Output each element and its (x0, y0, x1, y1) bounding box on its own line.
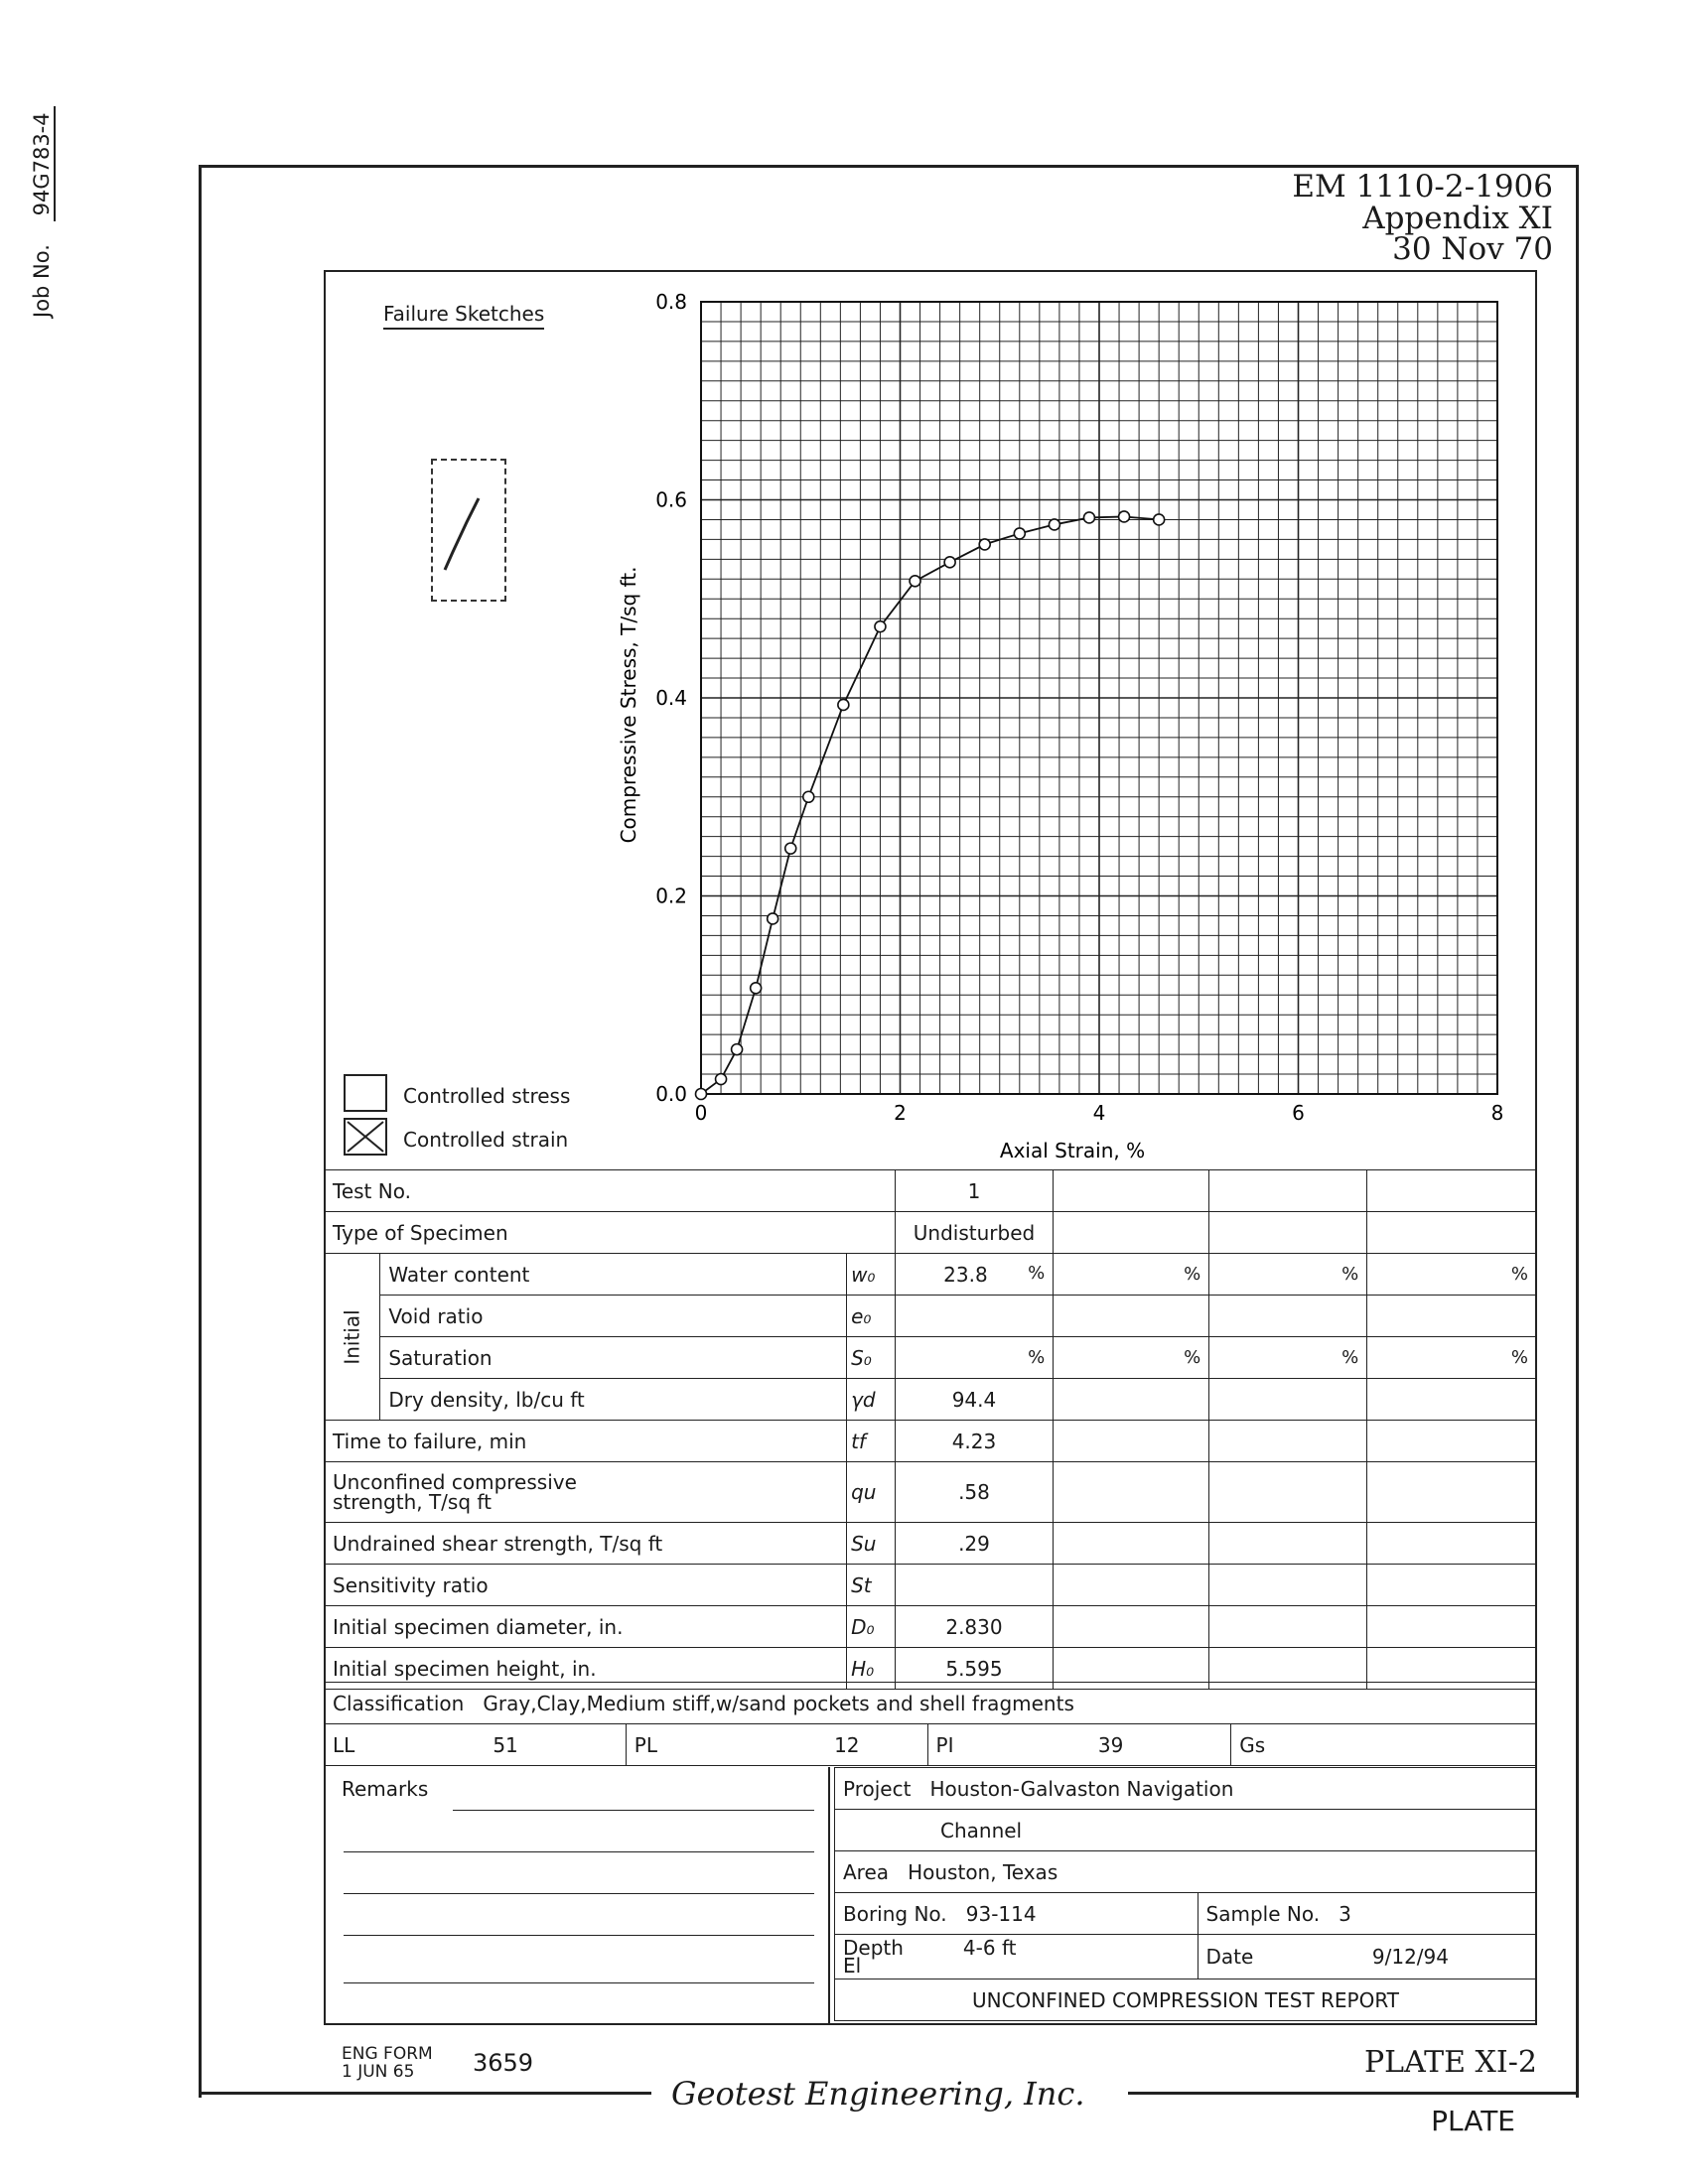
time-to-failure-1: 4.23 (895, 1421, 1054, 1462)
diameter-3 (1209, 1606, 1367, 1648)
table-row (325, 1212, 1537, 1254)
chart-grid (701, 302, 1497, 1094)
page-plate: PLATE (1431, 2105, 1515, 2137)
table-row (835, 1893, 1537, 1935)
x-tick-label: 6 (1292, 1101, 1305, 1125)
x-axis-label: Axial Strain, % (999, 1139, 1146, 1162)
height-1: 5.595 (895, 1648, 1054, 1690)
project-table (834, 1767, 1537, 2021)
eng-form-number: 3659 (473, 2049, 534, 2077)
ucs-3 (1209, 1462, 1367, 1523)
data-point (1154, 514, 1165, 525)
date-cell (1198, 1935, 1536, 1979)
x-tick-label: 0 (694, 1101, 708, 1125)
area-value: Houston, Texas (908, 1859, 1058, 1884)
data-point (979, 539, 990, 550)
pi-cell: PI 39 (927, 1724, 1231, 1766)
diameter-4 (1367, 1606, 1537, 1648)
controlled-stress-label: Controlled stress (403, 1084, 571, 1108)
bottom-rule-right (1128, 2092, 1576, 2095)
data-point (732, 1044, 743, 1055)
table-row (835, 1979, 1537, 2021)
dry-density-1: 94.4 (895, 1379, 1054, 1421)
initial-label: Initial (340, 1308, 364, 1365)
table-row (325, 1296, 1537, 1337)
specimen-3 (1209, 1212, 1367, 1254)
test-no-label: Test No. (325, 1170, 896, 1212)
remarks-label: Remarks (342, 1777, 429, 1801)
boring-cell (835, 1893, 1198, 1935)
data-point (910, 576, 920, 587)
water-content-2: % (1054, 1254, 1209, 1296)
specimen-4 (1367, 1212, 1537, 1254)
time-to-failure-4 (1367, 1421, 1537, 1462)
specimen-label: Type of Specimen (325, 1212, 896, 1254)
initial-group-label (325, 1254, 380, 1421)
height-symbol: H₀ (847, 1648, 896, 1690)
saturation-1: % (895, 1337, 1054, 1379)
boring-value: 93-114 (965, 1901, 1037, 1926)
sensitivity-label: Sensitivity ratio (325, 1565, 847, 1606)
dry-density-symbol: γd (847, 1379, 896, 1421)
doc-date: 30 Nov 70 (1392, 231, 1553, 267)
data-point (716, 1074, 727, 1085)
saturation-label: Saturation (380, 1337, 847, 1379)
y-tick-label: 0.2 (655, 884, 687, 908)
data-point (696, 1089, 707, 1100)
ll-value: 51 (493, 1732, 518, 1757)
job-value: 94G783-4 (30, 106, 56, 221)
specimen-1: Undisturbed (895, 1212, 1054, 1254)
void-ratio-2 (1054, 1296, 1209, 1337)
job-number (30, 106, 54, 318)
void-ratio-1 (895, 1296, 1054, 1337)
saturation-4: % (1367, 1337, 1537, 1379)
table-row (325, 1565, 1537, 1606)
diameter-2 (1054, 1606, 1209, 1648)
table-row (325, 1379, 1537, 1421)
controlled-stress-checkbox (344, 1074, 387, 1112)
diameter-label: Initial specimen diameter, in. (325, 1606, 847, 1648)
remarks-line (344, 1850, 814, 1852)
diameter-symbol: D₀ (847, 1606, 896, 1648)
depth-value: 4-6 ft (962, 1936, 1017, 1960)
classification-label: Classification (333, 1691, 465, 1715)
shear-strength-1: .29 (895, 1523, 1054, 1565)
sample-value: 3 (1339, 1901, 1351, 1926)
project-name-line2: Channel (835, 1810, 1537, 1851)
shear-strength-symbol: Su (847, 1523, 896, 1565)
ucs-symbol: qu (847, 1462, 896, 1523)
data-point (751, 983, 762, 994)
classification-table (324, 1682, 1537, 1766)
test-no-1: 1 (895, 1170, 1054, 1212)
data-point (944, 557, 955, 568)
data-point (785, 843, 796, 854)
x-tick-label: 2 (894, 1101, 907, 1125)
area-label: Area (843, 1859, 890, 1884)
x-tick-label: 8 (1490, 1101, 1504, 1125)
table-row (325, 1421, 1537, 1462)
saturation-symbol: S₀ (847, 1337, 896, 1379)
controlled-strain-label: Controlled strain (403, 1128, 569, 1152)
diameter-1: 2.830 (895, 1606, 1054, 1648)
table-row (835, 1935, 1537, 1979)
project-row (835, 1768, 1537, 1810)
table-row (835, 1851, 1537, 1893)
water-content-symbol: w₀ (847, 1254, 896, 1296)
void-ratio-label: Void ratio (380, 1296, 847, 1337)
stress-strain-curve (701, 516, 1159, 1094)
shear-strength-3 (1209, 1523, 1367, 1565)
pi-value: 39 (1097, 1732, 1124, 1757)
water-content-label: Water content (380, 1254, 847, 1296)
table-row (835, 1810, 1537, 1851)
ucs-2 (1054, 1462, 1209, 1523)
project-label: Project (843, 1776, 912, 1801)
shear-strength-4 (1367, 1523, 1537, 1565)
remarks-line (453, 1809, 814, 1811)
dry-density-label: Dry density, lb/cu ft (380, 1379, 847, 1421)
y-tick-label: 0.8 (655, 290, 687, 314)
ucs-label: Unconfined compressive strength, T/sq ft (325, 1462, 847, 1523)
data-point (768, 913, 778, 924)
test-data-table (324, 1169, 1537, 1690)
test-no-4 (1367, 1170, 1537, 1212)
data-point (803, 791, 814, 802)
specimen-2 (1054, 1212, 1209, 1254)
time-to-failure-label: Time to failure, min (325, 1421, 847, 1462)
table-row (325, 1724, 1537, 1766)
chart-curve-layer (701, 516, 1159, 1094)
company-name: Geotest Engineering, Inc. (671, 2075, 1085, 2113)
table-row (325, 1606, 1537, 1648)
table-row (325, 1254, 1537, 1296)
void-ratio-4 (1367, 1296, 1537, 1337)
stress-strain-chart (616, 288, 1509, 1181)
shear-strength-label: Undrained shear strength, T/sq ft (325, 1523, 847, 1565)
height-label: Initial specimen height, in. (325, 1648, 847, 1690)
time-to-failure-3 (1209, 1421, 1367, 1462)
sensitivity-2 (1054, 1565, 1209, 1606)
water-content-3: % (1209, 1254, 1367, 1296)
void-ratio-3 (1209, 1296, 1367, 1337)
area-row (835, 1851, 1537, 1893)
data-point (1049, 519, 1059, 530)
failure-sketch-icon (431, 459, 506, 602)
sensitivity-3 (1209, 1565, 1367, 1606)
pl-cell: PL 12 (626, 1724, 927, 1766)
data-point (1014, 528, 1025, 539)
y-tick-label: 0.4 (655, 686, 687, 710)
eng-form-label: ENG FORM 1 JUN 65 (342, 2044, 433, 2082)
y-axis-label: Compressive Stress, T/sq ft. (617, 566, 640, 844)
y-tick-label: 0.6 (655, 487, 687, 512)
table-row (835, 1768, 1537, 1810)
report-title: UNCONFINED COMPRESSION TEST REPORT (835, 1979, 1537, 2021)
shear-strength-2 (1054, 1523, 1209, 1565)
date-value: 9/12/94 (1371, 1945, 1449, 1969)
job-label: Job No. (30, 244, 54, 318)
failure-sketches-title: Failure Sketches (383, 302, 544, 330)
data-point (1119, 511, 1130, 522)
data-point (838, 699, 849, 710)
dry-density-2 (1054, 1379, 1209, 1421)
saturation-2: % (1054, 1337, 1209, 1379)
void-ratio-symbol: e₀ (847, 1296, 896, 1337)
dry-density-3 (1209, 1379, 1367, 1421)
remarks-line (344, 1892, 814, 1894)
time-to-failure-symbol: tf (847, 1421, 896, 1462)
table-row (325, 1337, 1537, 1379)
boring-label: Boring No. (843, 1901, 947, 1926)
project-name: Houston-Galvaston Navigation (929, 1776, 1234, 1801)
sensitivity-symbol: St (847, 1565, 896, 1606)
gs-cell: Gs (1231, 1724, 1537, 1766)
table-row (325, 1523, 1537, 1565)
doc-appendix: Appendix XI (1362, 201, 1553, 236)
sample-label: Sample No. (1205, 1901, 1321, 1926)
classification-value: Gray,Clay,Medium stiff,w/sand pockets and shell fragments (483, 1691, 1074, 1715)
depth-label: Depth (843, 1936, 904, 1960)
pl-value: 12 (834, 1732, 860, 1757)
water-content-4: % (1367, 1254, 1537, 1296)
chart-points-layer (696, 511, 1165, 1100)
remarks-line (344, 1934, 814, 1936)
sensitivity-1 (895, 1565, 1054, 1606)
dry-density-4 (1367, 1379, 1537, 1421)
ll-cell: LL 51 (325, 1724, 627, 1766)
data-point (1083, 512, 1094, 523)
x-tick-label: 4 (1092, 1101, 1106, 1125)
plate-label: PLATE XI-2 (1363, 2045, 1537, 2080)
table-row (325, 1683, 1537, 1724)
doc-id: EM 1110-2-1906 (1292, 169, 1553, 205)
bottom-rule-left (199, 2092, 651, 2095)
remarks-line (344, 1981, 814, 1983)
saturation-3: % (1209, 1337, 1367, 1379)
sample-cell (1198, 1893, 1536, 1935)
test-no-2 (1054, 1170, 1209, 1212)
depth-cell (835, 1935, 1198, 1979)
data-point (875, 621, 886, 632)
date-label: Date (1205, 1945, 1254, 1969)
water-content-1: 23.8 % (895, 1254, 1054, 1296)
time-to-failure-2 (1054, 1421, 1209, 1462)
table-row (325, 1170, 1537, 1212)
ucs-1: .58 (895, 1462, 1054, 1523)
remarks-divider (828, 1767, 830, 2023)
table-row (325, 1462, 1537, 1523)
el-label: El (843, 1954, 862, 1978)
ucs-4 (1367, 1462, 1537, 1523)
y-tick-label: 0.0 (655, 1082, 687, 1106)
classification-row (325, 1683, 1537, 1724)
controlled-strain-checkbox (344, 1118, 387, 1156)
sensitivity-4 (1367, 1565, 1537, 1606)
test-no-3 (1209, 1170, 1367, 1212)
